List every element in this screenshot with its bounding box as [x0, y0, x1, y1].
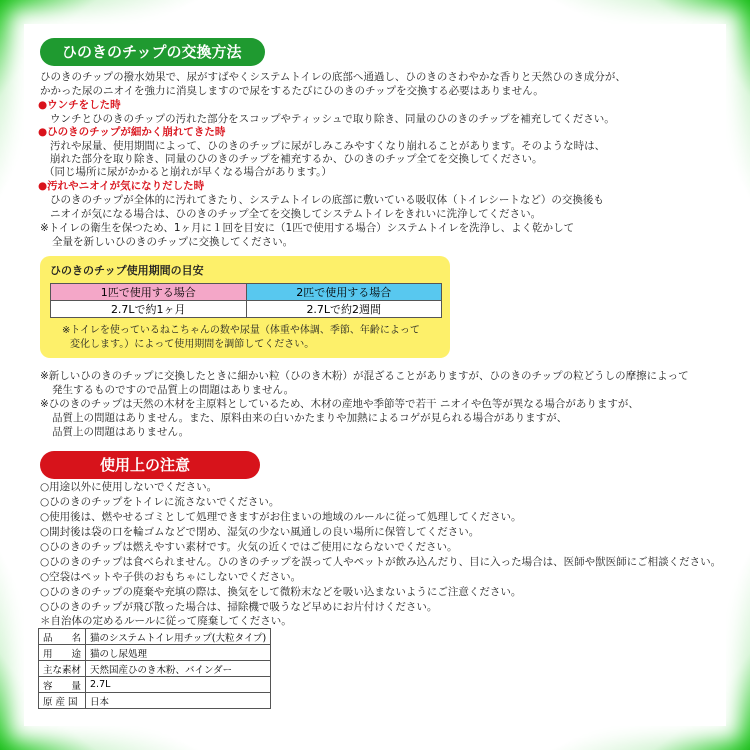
spec-value: 猫のし尿処理 — [86, 645, 271, 661]
exchange-method-heading: ひのきのチップの交換方法 — [40, 38, 265, 66]
precaution-item: ＊自治体の定めるルールに従って廃棄してください。 — [40, 615, 292, 627]
spec-key: 容 量 — [39, 677, 86, 693]
item-text: ニオイが気になる場合は、ひのきのチップ全てを交換してシステムトイレをきれいに洗浄してください。 — [50, 208, 542, 220]
item-text: ひのきのチップが全体的に汚れてきたり、システムトイレの底部に敷いている吸収体（トイレシートなど）の交換後も — [50, 194, 604, 206]
spec-value: 2.7L — [86, 677, 271, 693]
one-cat-header: 1匹で使用する場合 — [51, 284, 247, 301]
spec-row — [39, 645, 271, 661]
item-text: ウンチとひのきのチップの汚れた部分をスコップやティッシュで取り除き、同量のひのきのチップを補充してください。 — [50, 113, 615, 125]
spec-key: 品 名 — [39, 629, 86, 645]
spec-value: 天然国産ひのき木粉、バインダー — [86, 661, 271, 677]
intro-line-1: ひのきのチップの撥水効果で、尿がすばやくシステムトイレの底部へ通過し、ひのきのさわやかな香りと天然ひのき成分が、 — [40, 71, 626, 83]
two-cats-value: 2.7Lで約2週間 — [246, 301, 442, 318]
precaution-item: ○用途以外に使用しないでください。 — [40, 481, 218, 493]
usage-period-box — [40, 256, 450, 358]
one-cat-value: 2.7Lで約1ヶ月 — [51, 301, 247, 318]
item-text: 汚れや尿量、使用期間によって、ひのきのチップに尿がしみこみやすくなり崩れることがあります。そのような時は、 — [50, 140, 606, 152]
cleaning-note-line-1: ※トイレの衛生を保つため、1ヶ月に１回を目安に（1匹で使用する場合）システムトイレを洗浄し、よく乾かして — [40, 222, 575, 234]
quality-note-line: ※ひのきのチップは天然の木材を主原料としているため、木材の産地や季節等で若干 ニオイや色等が異なる場合がありますが、 — [40, 398, 639, 410]
usage-note-line-2: 変化します。）によって使用期間を調節してください。 — [70, 338, 315, 350]
quality-note-line: 品質上の問題はありません。 — [52, 426, 190, 438]
two-cats-header: 2匹で使用する場合 — [246, 284, 442, 301]
precaution-item: ○ひのきのチップは食べられません。ひのきのチップを誤って人やペットが飲み込んだり、目に入った場合は、医師や獣医師にご相談ください。 — [40, 556, 722, 568]
item-text: 崩れた部分を取り除き、同量のひのきのチップを補充するか、ひのきのチップ全てを交換してください。 — [50, 153, 543, 165]
spec-value: 日本 — [86, 693, 271, 709]
product-spec-table — [38, 628, 271, 709]
precaution-item: ○ひのきのチップの廃棄や充填の際は、換気をして微粉末などを吸い込まないようにご注意ください。 — [40, 586, 522, 598]
precaution-item: ○空袋はペットや子供のおもちゃにしないでください。 — [40, 571, 302, 583]
spec-value: 猫のシステムトイレ用チップ(大粒タイプ) — [86, 629, 271, 645]
intro-line-2: かかった尿のニオイを強力に消臭しますので尿をするたびにひのきのチップを交換する必要はありません。 — [40, 85, 544, 97]
quality-note-line: 発生するものですので品質上の問題はありません。 — [52, 384, 295, 396]
item-heading-odor: ●汚れやニオイが気になりだした時 — [38, 180, 205, 192]
usage-note-line-1: ※トイレを使っているねこちゃんの数や尿量（体重や体調、季節、年齢によって — [62, 325, 420, 336]
spec-key: 原 産 国 — [39, 693, 86, 709]
precaution-item: ○使用後は、燃やせるゴミとして処理できますがお住まいの地域のルールに従って処理してください。 — [40, 511, 522, 523]
spec-key: 用 途 — [39, 645, 86, 661]
cleaning-note-line-2: 全量を新しいひのきのチップに交換してください。 — [52, 236, 294, 248]
item-text: （同じ場所に尿がかかると崩れが早くなる場合があります。） — [44, 166, 332, 178]
item-heading-poop: ●ウンチをした時 — [38, 99, 121, 111]
precaution-item: ○ひのきのチップは燃えやすい素材です。火気の近くではご使用にならないでください。 — [40, 541, 458, 553]
quality-note-line: 品質上の問題はありません。また、原料由来の白いかたまりや加熱によるコゲが見られる場合がありますが、 — [52, 412, 568, 424]
precaution-item: ○開封後は袋の口を輪ゴムなどで閉め、湿気の少ない風通しの良い場所に保管してください。 — [40, 526, 480, 538]
spec-row — [39, 693, 271, 709]
precaution-item: ○ひのきのチップが飛び散った場合は、掃除機で吸うなど早めにお片付けください。 — [40, 601, 438, 613]
usage-note — [62, 324, 420, 351]
item-heading-crumble: ●ひのきのチップが細かく崩れてきた時 — [38, 126, 226, 138]
quality-note-line: ※新しいひのきのチップに交換したときに細かい粒（ひのき木粉）が混ざることがありますが、ひのきのチップの粒どうしの摩擦によって — [40, 370, 689, 382]
usage-period-title: ひのきのチップ使用期間の目安 — [50, 264, 204, 277]
usage-period-table — [50, 283, 442, 318]
precaution-item: ○ひのきのチップをトイレに流さないでください。 — [40, 496, 280, 508]
spec-row — [39, 677, 271, 693]
spec-row — [39, 629, 271, 645]
spec-key: 主な素材 — [39, 661, 86, 677]
precautions-heading: 使用上の注意 — [40, 451, 260, 479]
spec-row — [39, 661, 271, 677]
